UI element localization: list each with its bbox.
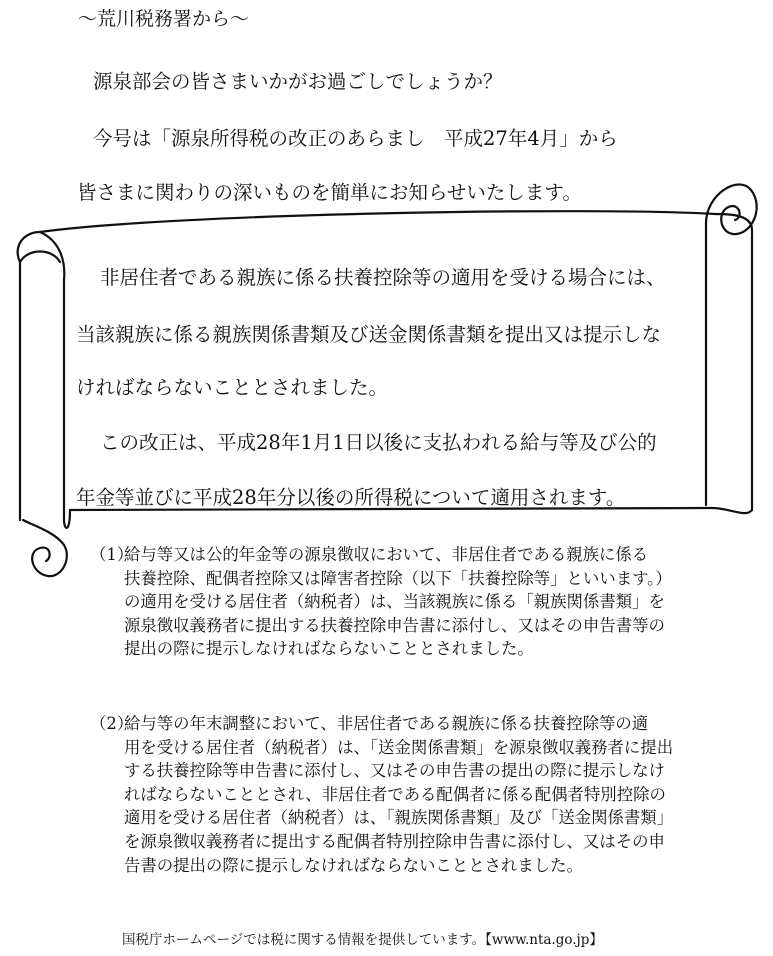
list-item-line: の適用を受ける居住者（納税者）は、当該親族に係る「親族関係書類」を xyxy=(124,592,665,612)
list-item-line: 提出の際に提示しなければならないこととされました。 xyxy=(124,639,534,659)
footer-note: 国税庁ホームページでは税に関する情報を提供しています。【www.nta.go.jp】 xyxy=(122,932,603,948)
intro-line-1: 源泉部会の皆さまいかがお過ごしでしょうか？ xyxy=(93,70,503,93)
list-item-line: を源泉徴収義務者に提出する配偶者特別控除申告書に添付し、又はその申 xyxy=(124,831,665,851)
scroll-paragraph-1-line-2: 当該親族に係る親族関係書類及び送金関係書類を提出又は提示しな xyxy=(76,323,662,346)
scroll-paragraph-2-line-2: 年金等並びに平成28年分以後の所得税について適用されます。 xyxy=(76,486,626,509)
list-item-number: （1） xyxy=(90,545,134,564)
list-item-line: 用を受ける居住者（納税者）は、「送金関係書類」を源泉徴収義務者に提出 xyxy=(124,737,674,757)
scroll-paragraph-1-line-1: 非居住者である親族に係る扶養控除等の適用を受ける場合には、 xyxy=(100,266,666,289)
list-item-1 xyxy=(90,543,750,661)
list-item-line: ればならないこととされ、非居住者である配偶者に係る配偶者特別控除の xyxy=(124,784,666,804)
list-item-line: 適用を受ける居住者（納税者）は、「親族関係書類」及び「送金関係書類」 xyxy=(124,808,674,828)
list-item-line: する扶養控除等申告書に添付し、又はその申告書の提出の際に提示しなけ xyxy=(124,761,665,781)
intro-line-3: 皆さまに関わりの深いものを簡単にお知らせいたします。 xyxy=(77,181,582,204)
list-item-line: 給与等又は公的年金等の源泉徴収において、非居住者である親族に係る xyxy=(124,545,649,564)
page-title: ～荒川税務署から～ xyxy=(78,8,250,30)
list-item-line: 扶養控除、配偶者控除又は障害者控除（以下「扶養控除等」といいます。） xyxy=(124,568,672,588)
list-item-2 xyxy=(90,712,750,877)
list-item-line: 告書の提出の際に提示しなければならないこととされました。 xyxy=(124,855,583,875)
list-item-line: 源泉徴収義務者に提出する扶養控除申告書に添付し、又はその申告書等の xyxy=(124,615,665,635)
list-item-line: 給与等の年末調整において、非居住者である親族に係る扶養控除等の適 xyxy=(124,714,649,733)
intro-line-2: 今号は「源泉所得税の改正のあらまし 平成27年4月」から xyxy=(93,127,618,150)
scroll-paragraph-1-line-3: ければならないこととされました。 xyxy=(76,376,389,399)
list-item-number: （2） xyxy=(90,714,134,733)
scroll-paragraph-2-line-1: この改正は、平成28年1月1日以後に支払われる給与等及び公的 xyxy=(100,431,657,454)
